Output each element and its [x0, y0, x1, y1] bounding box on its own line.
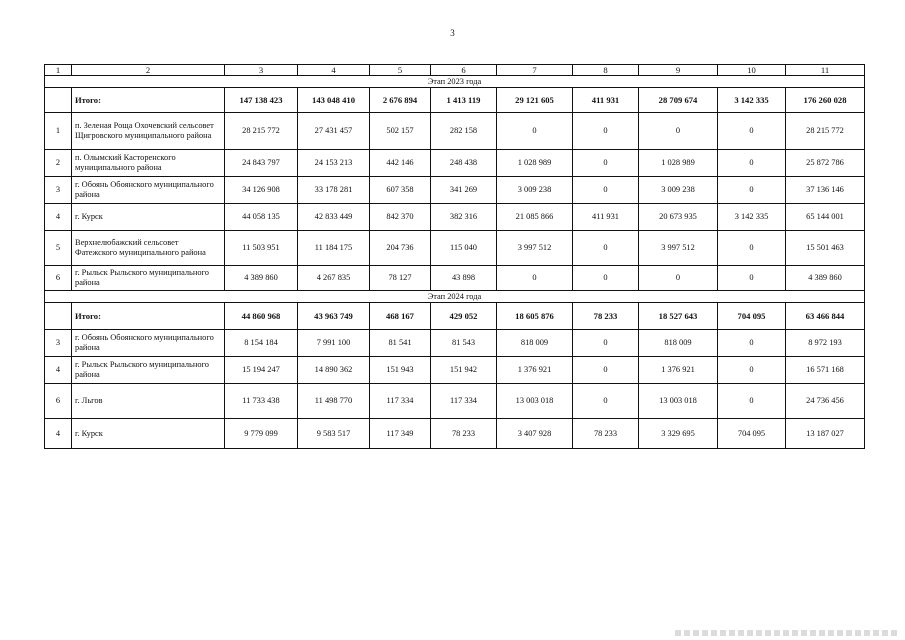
value-cell: 28 215 772: [225, 113, 298, 150]
value-cell: 704 095: [718, 419, 786, 449]
municipality-name: г. Льгов: [72, 384, 225, 419]
column-number: 1: [45, 65, 72, 76]
value-cell: 24 843 797: [225, 150, 298, 177]
value-cell: 3 009 238: [639, 177, 718, 204]
value-cell: 842 370: [370, 204, 431, 231]
column-number-row: [45, 65, 865, 76]
row-number: 3: [45, 177, 72, 204]
value-cell: 11 503 951: [225, 231, 298, 266]
value-cell: 115 040: [431, 231, 497, 266]
value-cell: 0: [718, 150, 786, 177]
value-cell: 117 334: [431, 384, 497, 419]
value-cell: 204 736: [370, 231, 431, 266]
stage-header-row: [45, 291, 865, 303]
value-cell: 43 963 749: [298, 303, 370, 330]
value-cell: 18 605 876: [497, 303, 573, 330]
table-row: [45, 266, 865, 291]
row-number: 5: [45, 231, 72, 266]
value-cell: 0: [639, 113, 718, 150]
value-cell: 8 972 193: [786, 330, 865, 357]
total-row: [45, 303, 865, 330]
value-cell: 3 142 335: [718, 88, 786, 113]
municipality-name: г. Обоянь Обоянского муниципального района: [72, 177, 225, 204]
value-cell: 0: [718, 384, 786, 419]
row-number: 3: [45, 330, 72, 357]
value-cell: 117 349: [370, 419, 431, 449]
column-number: 5: [370, 65, 431, 76]
value-cell: 43 898: [431, 266, 497, 291]
value-cell: 3 009 238: [497, 177, 573, 204]
value-cell: 282 158: [431, 113, 497, 150]
value-cell: 34 126 908: [225, 177, 298, 204]
value-cell: 1 028 989: [497, 150, 573, 177]
value-cell: 29 121 605: [497, 88, 573, 113]
table-row: [45, 231, 865, 266]
municipality-name: г. Курск: [72, 419, 225, 449]
value-cell: 0: [718, 266, 786, 291]
value-cell: 24 736 456: [786, 384, 865, 419]
value-cell: 411 931: [573, 204, 639, 231]
value-cell: 0: [497, 266, 573, 291]
municipality-name: Итого:: [72, 303, 225, 330]
value-cell: 341 269: [431, 177, 497, 204]
value-cell: 411 931: [573, 88, 639, 113]
value-cell: 13 187 027: [786, 419, 865, 449]
municipality-name: Итого:: [72, 88, 225, 113]
value-cell: 0: [573, 113, 639, 150]
value-cell: 13 003 018: [639, 384, 718, 419]
value-cell: 3 407 928: [497, 419, 573, 449]
value-cell: 13 003 018: [497, 384, 573, 419]
value-cell: 15 501 463: [786, 231, 865, 266]
value-cell: 4 389 860: [225, 266, 298, 291]
value-cell: 27 431 457: [298, 113, 370, 150]
value-cell: 65 144 001: [786, 204, 865, 231]
municipality-name: г. Рыльск Рыльского муниципального района: [72, 266, 225, 291]
value-cell: 0: [573, 177, 639, 204]
row-number: 4: [45, 357, 72, 384]
value-cell: 78 233: [431, 419, 497, 449]
value-cell: 37 136 146: [786, 177, 865, 204]
column-number: 6: [431, 65, 497, 76]
column-number: 10: [718, 65, 786, 76]
value-cell: 704 095: [718, 303, 786, 330]
municipality-name: г. Рыльск Рыльского муниципального района: [72, 357, 225, 384]
value-cell: 9 779 099: [225, 419, 298, 449]
municipality-name: г. Обоянь Обоянского муниципального района: [72, 330, 225, 357]
value-cell: 502 157: [370, 113, 431, 150]
value-cell: 7 991 100: [298, 330, 370, 357]
value-cell: 44 860 968: [225, 303, 298, 330]
row-number: 6: [45, 266, 72, 291]
value-cell: 3 142 335: [718, 204, 786, 231]
total-row: [45, 88, 865, 113]
value-cell: 0: [718, 330, 786, 357]
value-cell: 11 498 770: [298, 384, 370, 419]
value-cell: 81 543: [431, 330, 497, 357]
value-cell: 28 215 772: [786, 113, 865, 150]
value-cell: 0: [497, 113, 573, 150]
row-number: 1: [45, 113, 72, 150]
value-cell: 147 138 423: [225, 88, 298, 113]
value-cell: 0: [573, 384, 639, 419]
value-cell: 151 942: [431, 357, 497, 384]
value-cell: 81 541: [370, 330, 431, 357]
value-cell: 25 872 786: [786, 150, 865, 177]
value-cell: 0: [718, 231, 786, 266]
row-number: 4: [45, 204, 72, 231]
table-row: [45, 384, 865, 419]
value-cell: 442 146: [370, 150, 431, 177]
value-cell: 42 833 449: [298, 204, 370, 231]
value-cell: 78 127: [370, 266, 431, 291]
value-cell: 143 048 410: [298, 88, 370, 113]
value-cell: 818 009: [639, 330, 718, 357]
value-cell: 63 466 844: [786, 303, 865, 330]
value-cell: 9 583 517: [298, 419, 370, 449]
value-cell: 0: [573, 266, 639, 291]
value-cell: 0: [573, 330, 639, 357]
page-number: 3: [450, 28, 455, 38]
value-cell: 818 009: [497, 330, 573, 357]
value-cell: 0: [639, 266, 718, 291]
stage-title: Этап 2023 года: [45, 76, 865, 88]
stage-title: Этап 2024 года: [45, 291, 865, 303]
value-cell: 33 178 281: [298, 177, 370, 204]
value-cell: 0: [573, 150, 639, 177]
table-row: [45, 419, 865, 449]
row-number: [45, 88, 72, 113]
value-cell: 248 438: [431, 150, 497, 177]
row-number: 2: [45, 150, 72, 177]
table-row: [45, 357, 865, 384]
budget-table-body: [45, 65, 865, 449]
table-row: [45, 113, 865, 150]
value-cell: 1 376 921: [639, 357, 718, 384]
value-cell: 20 673 935: [639, 204, 718, 231]
value-cell: 1 028 989: [639, 150, 718, 177]
value-cell: 16 571 168: [786, 357, 865, 384]
table-row: [45, 177, 865, 204]
value-cell: 18 527 643: [639, 303, 718, 330]
value-cell: 24 153 213: [298, 150, 370, 177]
column-number: 3: [225, 65, 298, 76]
table-row: [45, 204, 865, 231]
row-number: 6: [45, 384, 72, 419]
column-number: 7: [497, 65, 573, 76]
value-cell: 11 733 438: [225, 384, 298, 419]
value-cell: 21 085 866: [497, 204, 573, 231]
column-number: 11: [786, 65, 865, 76]
stage-header-row: [45, 76, 865, 88]
value-cell: 3 997 512: [497, 231, 573, 266]
value-cell: 382 316: [431, 204, 497, 231]
municipality-name: п. Зеленая Роща Охочевский сельсовет Щигровского муниципального района: [72, 113, 225, 150]
value-cell: 0: [573, 357, 639, 384]
municipality-name: Верхнелюбажский сельсовет Фатежского муниципального района: [72, 231, 225, 266]
value-cell: 11 184 175: [298, 231, 370, 266]
value-cell: 3 329 695: [639, 419, 718, 449]
value-cell: 607 358: [370, 177, 431, 204]
value-cell: 176 260 028: [786, 88, 865, 113]
value-cell: 1 413 119: [431, 88, 497, 113]
municipality-name: п. Олымский Касторенского муниципального района: [72, 150, 225, 177]
table-row: [45, 330, 865, 357]
value-cell: 78 233: [573, 303, 639, 330]
value-cell: 0: [718, 177, 786, 204]
value-cell: 0: [718, 357, 786, 384]
value-cell: 8 154 184: [225, 330, 298, 357]
scan-artifact: [675, 630, 900, 636]
value-cell: 14 890 362: [298, 357, 370, 384]
value-cell: 1 376 921: [497, 357, 573, 384]
column-number: 2: [72, 65, 225, 76]
column-number: 4: [298, 65, 370, 76]
value-cell: 468 167: [370, 303, 431, 330]
row-number: 4: [45, 419, 72, 449]
column-number: 8: [573, 65, 639, 76]
value-cell: 429 052: [431, 303, 497, 330]
value-cell: 28 709 674: [639, 88, 718, 113]
value-cell: 44 058 135: [225, 204, 298, 231]
value-cell: 2 676 894: [370, 88, 431, 113]
budget-table: [44, 64, 865, 449]
row-number: [45, 303, 72, 330]
table-row: [45, 150, 865, 177]
value-cell: 151 943: [370, 357, 431, 384]
value-cell: 0: [718, 113, 786, 150]
value-cell: 78 233: [573, 419, 639, 449]
value-cell: 4 267 835: [298, 266, 370, 291]
value-cell: 4 389 860: [786, 266, 865, 291]
municipality-name: г. Курск: [72, 204, 225, 231]
value-cell: 0: [573, 231, 639, 266]
value-cell: 117 334: [370, 384, 431, 419]
value-cell: 15 194 247: [225, 357, 298, 384]
value-cell: 3 997 512: [639, 231, 718, 266]
column-number: 9: [639, 65, 718, 76]
